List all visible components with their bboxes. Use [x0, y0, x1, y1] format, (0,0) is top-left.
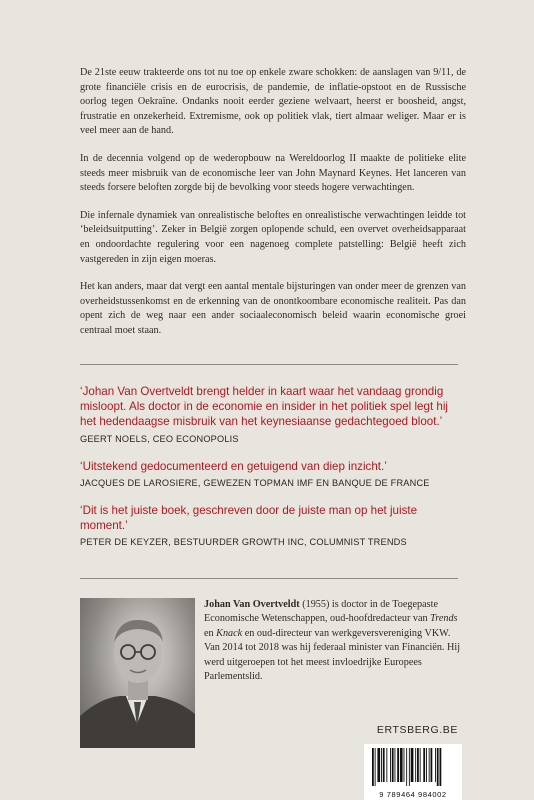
isbn-digits: 9 789464 984002	[379, 790, 447, 799]
blurb-paragraph-3: Die infernale dynamiek van onrealistische beloftes en onrealistische verwachtingen leidde tot ‘beleidsuitputting’. Zeker in België zorgen oplopende schuld, een overvet overheidsapparaat en ondoordachte regulering voor een nagenoeg complete patstelling: België heeft zich vastgereden in zijn eigen moeras.	[80, 209, 466, 265]
blurb-paragraph-2: In de decennia volgend op de wederopbouw na Wereldoorlog II maakte de politieke elite steeds meer misbruik van de economische leer van John Maynard Keynes. Het lanceren van steeds forsere beloften zorgde bij de bevolking voor steeds hogere verwachtingen.	[80, 152, 466, 194]
author-name: Johan Van Overtveldt	[204, 599, 300, 610]
blurb-text	[80, 66, 466, 352]
quote-text: ‘Johan Van Overtveldt brengt helder in kaart waar het vandaag grondig misloopt. Als doctor in de economie en insider in het politiek spel legt hij het hedendaagse misbruik van het keynesiaanse gedachtegoed bloot.’	[80, 385, 448, 429]
magazine-knack: Knack	[216, 627, 243, 639]
bio-text-2: en	[204, 627, 217, 639]
blurb-paragraph-4: Het kan anders, maar dat vergt een aantal mentale bijsturingen van onder meer de grenzen van overheidstussenkomst en de erkenning van de onontkoombare economische realiteit. Pas dan opent zich de weg naar een ander sociaaleconomisch beleid waarin economische groei centraal moet staan.	[80, 281, 466, 336]
magazine-trends: Trends	[430, 613, 458, 625]
review-quote-3	[80, 503, 466, 548]
blurb-paragraph-1: De 21ste eeuw trakteerde ons tot nu toe op enkele zware schokken: de aanslagen van 9/11, de grote financiële crisis en de eurocrisis, de pandemie, de inflatie-opstoot en de Russische oorlog tegen Oekraïne. Ondanks nooit eerder geziene welvaart, heerst er boosheid, angst, frustratie en onzekerheid. Extremisme, ook op politiek vlak, tiert almaar weliger. Maar er is veel meer aan de hand.	[80, 67, 466, 137]
barcode-icon	[372, 748, 454, 786]
quote-text: ‘Uitstekend gedocumenteerd en getuigend van diep inzicht.’	[80, 459, 387, 473]
divider-bottom	[80, 578, 458, 579]
author-photo	[80, 598, 195, 748]
publisher-website: ERTSBERG.BE	[376, 724, 458, 736]
divider-top	[80, 364, 458, 365]
quote-source: PETER DE KEYZER, BESTUURDER GROWTH INC, COLUMNIST TRENDS	[80, 537, 407, 548]
review-quote-1	[80, 384, 466, 445]
author-bio	[204, 598, 464, 684]
review-quote-2	[80, 459, 466, 489]
bio-text-3: en oud-directeur van werkgeversvereniging VKW. Van 2014 tot 2018 was hij federaal minister van Financiën. Hij werd uitgeroepen tot het meest invloedrijke Europees Parlementslid.	[204, 627, 461, 683]
isbn-barcode	[364, 744, 462, 800]
author-portrait-icon	[80, 598, 195, 748]
quote-text: ‘Dit is het juiste boek, geschreven door de juiste man op het juiste moment.’	[80, 503, 418, 533]
quote-source: GEERT NOELS, CEO ECONOPOLIS	[80, 433, 239, 444]
quote-source: JACQUES DE LAROSIERE, GEWEZEN TOPMAN IMF EN BANQUE DE FRANCE	[80, 477, 430, 488]
review-quotes	[80, 384, 466, 562]
bio-text-1: (1955) is doctor in de Toegepaste Economische Wetenschappen, oud-hoofdredacteur van	[204, 599, 438, 625]
